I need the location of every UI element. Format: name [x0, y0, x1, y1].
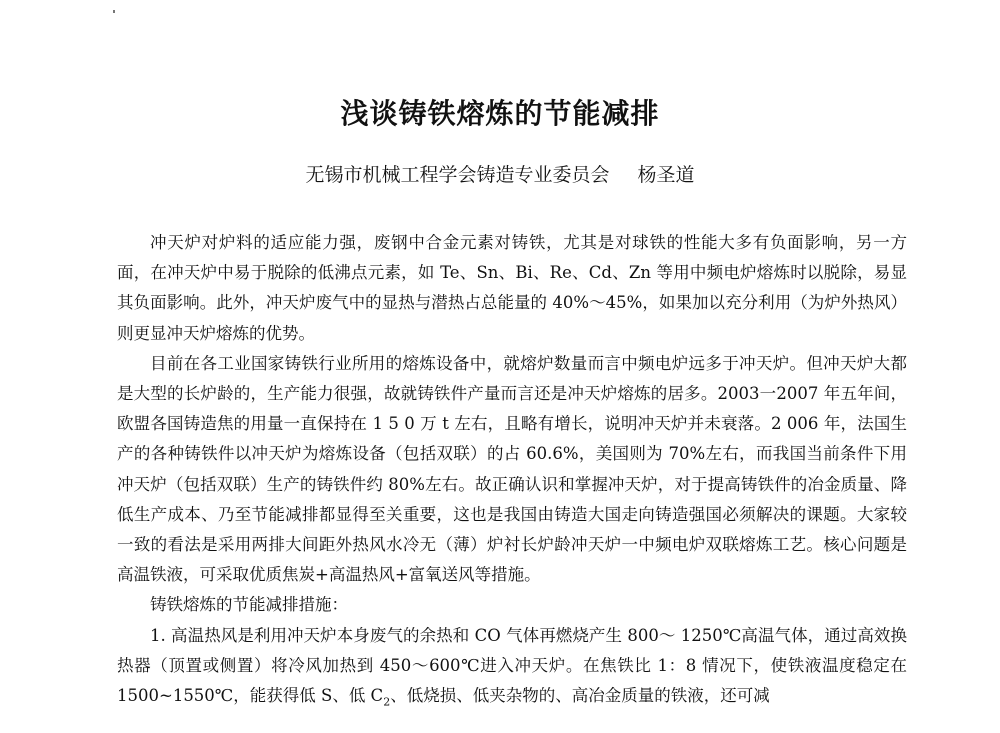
author: 杨圣道 [637, 164, 695, 186]
paragraph-text: 1. 高温热风是利用冲天炉本身废气的余热和 CO 气体再燃烧产生 800～ 1250℃高温气体，通过高效换热器（顶置或侧置）将冷风加热到 450～600℃进入冲天炉。在焦铁比 1：8 情况下，使铁液温度稳定在 1500~1550℃，能获得低 S、低 C [117, 625, 907, 706]
page-title: 浅谈铸铁熔炼的节能减排 [340, 97, 660, 130]
paragraph: 铸铁熔炼的节能减排措施： [150, 595, 348, 615]
paragraph: 目前在各工业国家铸铁行业所用的熔炼设备中，就熔炉数量而言中频电炉远多于冲天炉。但冲天炉大都是大型的长炉龄的，生产能力很强，故就铸铁件产量而言还是冲天炉熔炼的居多。2003一2007 年五年间，欧盟各国铸造焦的用量一直保持在 1 5 0 万 t 左右，且略有增长，说明冲天炉并未衰落。2 006 年，法国生产的各种铸铁件以冲天炉为熔炼设备（包括双联）的占 60.6%，美国则为 70%左右，而我国当前条件下用冲天炉（包括双联）生产的铸铁件约 80%左右。故正确认识和掌握冲天炉，对于提高铸铁件的冶金质量、降低生产成本、乃至节能减排都显得至关重要，这也是我国由铸造大国走向铸造强国必须解决的课题。大家较一致的看法是采用两排大间距外热风水冷无（薄）炉衬长炉龄冲天炉一中频电炉双联熔炼工艺。核心问题是高温铁液，可采取优质焦炭+高温热风+富氧送风等措施。 [117, 353, 907, 585]
affiliation: 无锡市机械工程学会铸造专业委员会 [305, 164, 610, 186]
paragraph-text-continued: 、低烧损、低夹杂物的、高冶金质量的铁液，还可减 [390, 686, 770, 706]
subscript: 2 [383, 695, 391, 709]
scan-mark [113, 10, 115, 13]
paragraph-measure-1 [117, 621, 907, 712]
paragraph: 冲天炉对炉料的适应能力强，废钢中合金元素对铸铁，尤其是对球铁的性能大多有负面影响，另一方面，在冲天炉中易于脱除的低沸点元素，如 Te、Sn、Bi、Re、Cd、Zn 等用中频电炉熔炼时以脱除，易显其负面影响。此外，冲天炉废气中的显热与潜热占总能量的 40%～45%，如果加以充分利用（为炉外热风）则更显冲天炉熔炼的优势。 [117, 233, 907, 343]
article-body [117, 228, 907, 711]
byline [0, 160, 1000, 190]
